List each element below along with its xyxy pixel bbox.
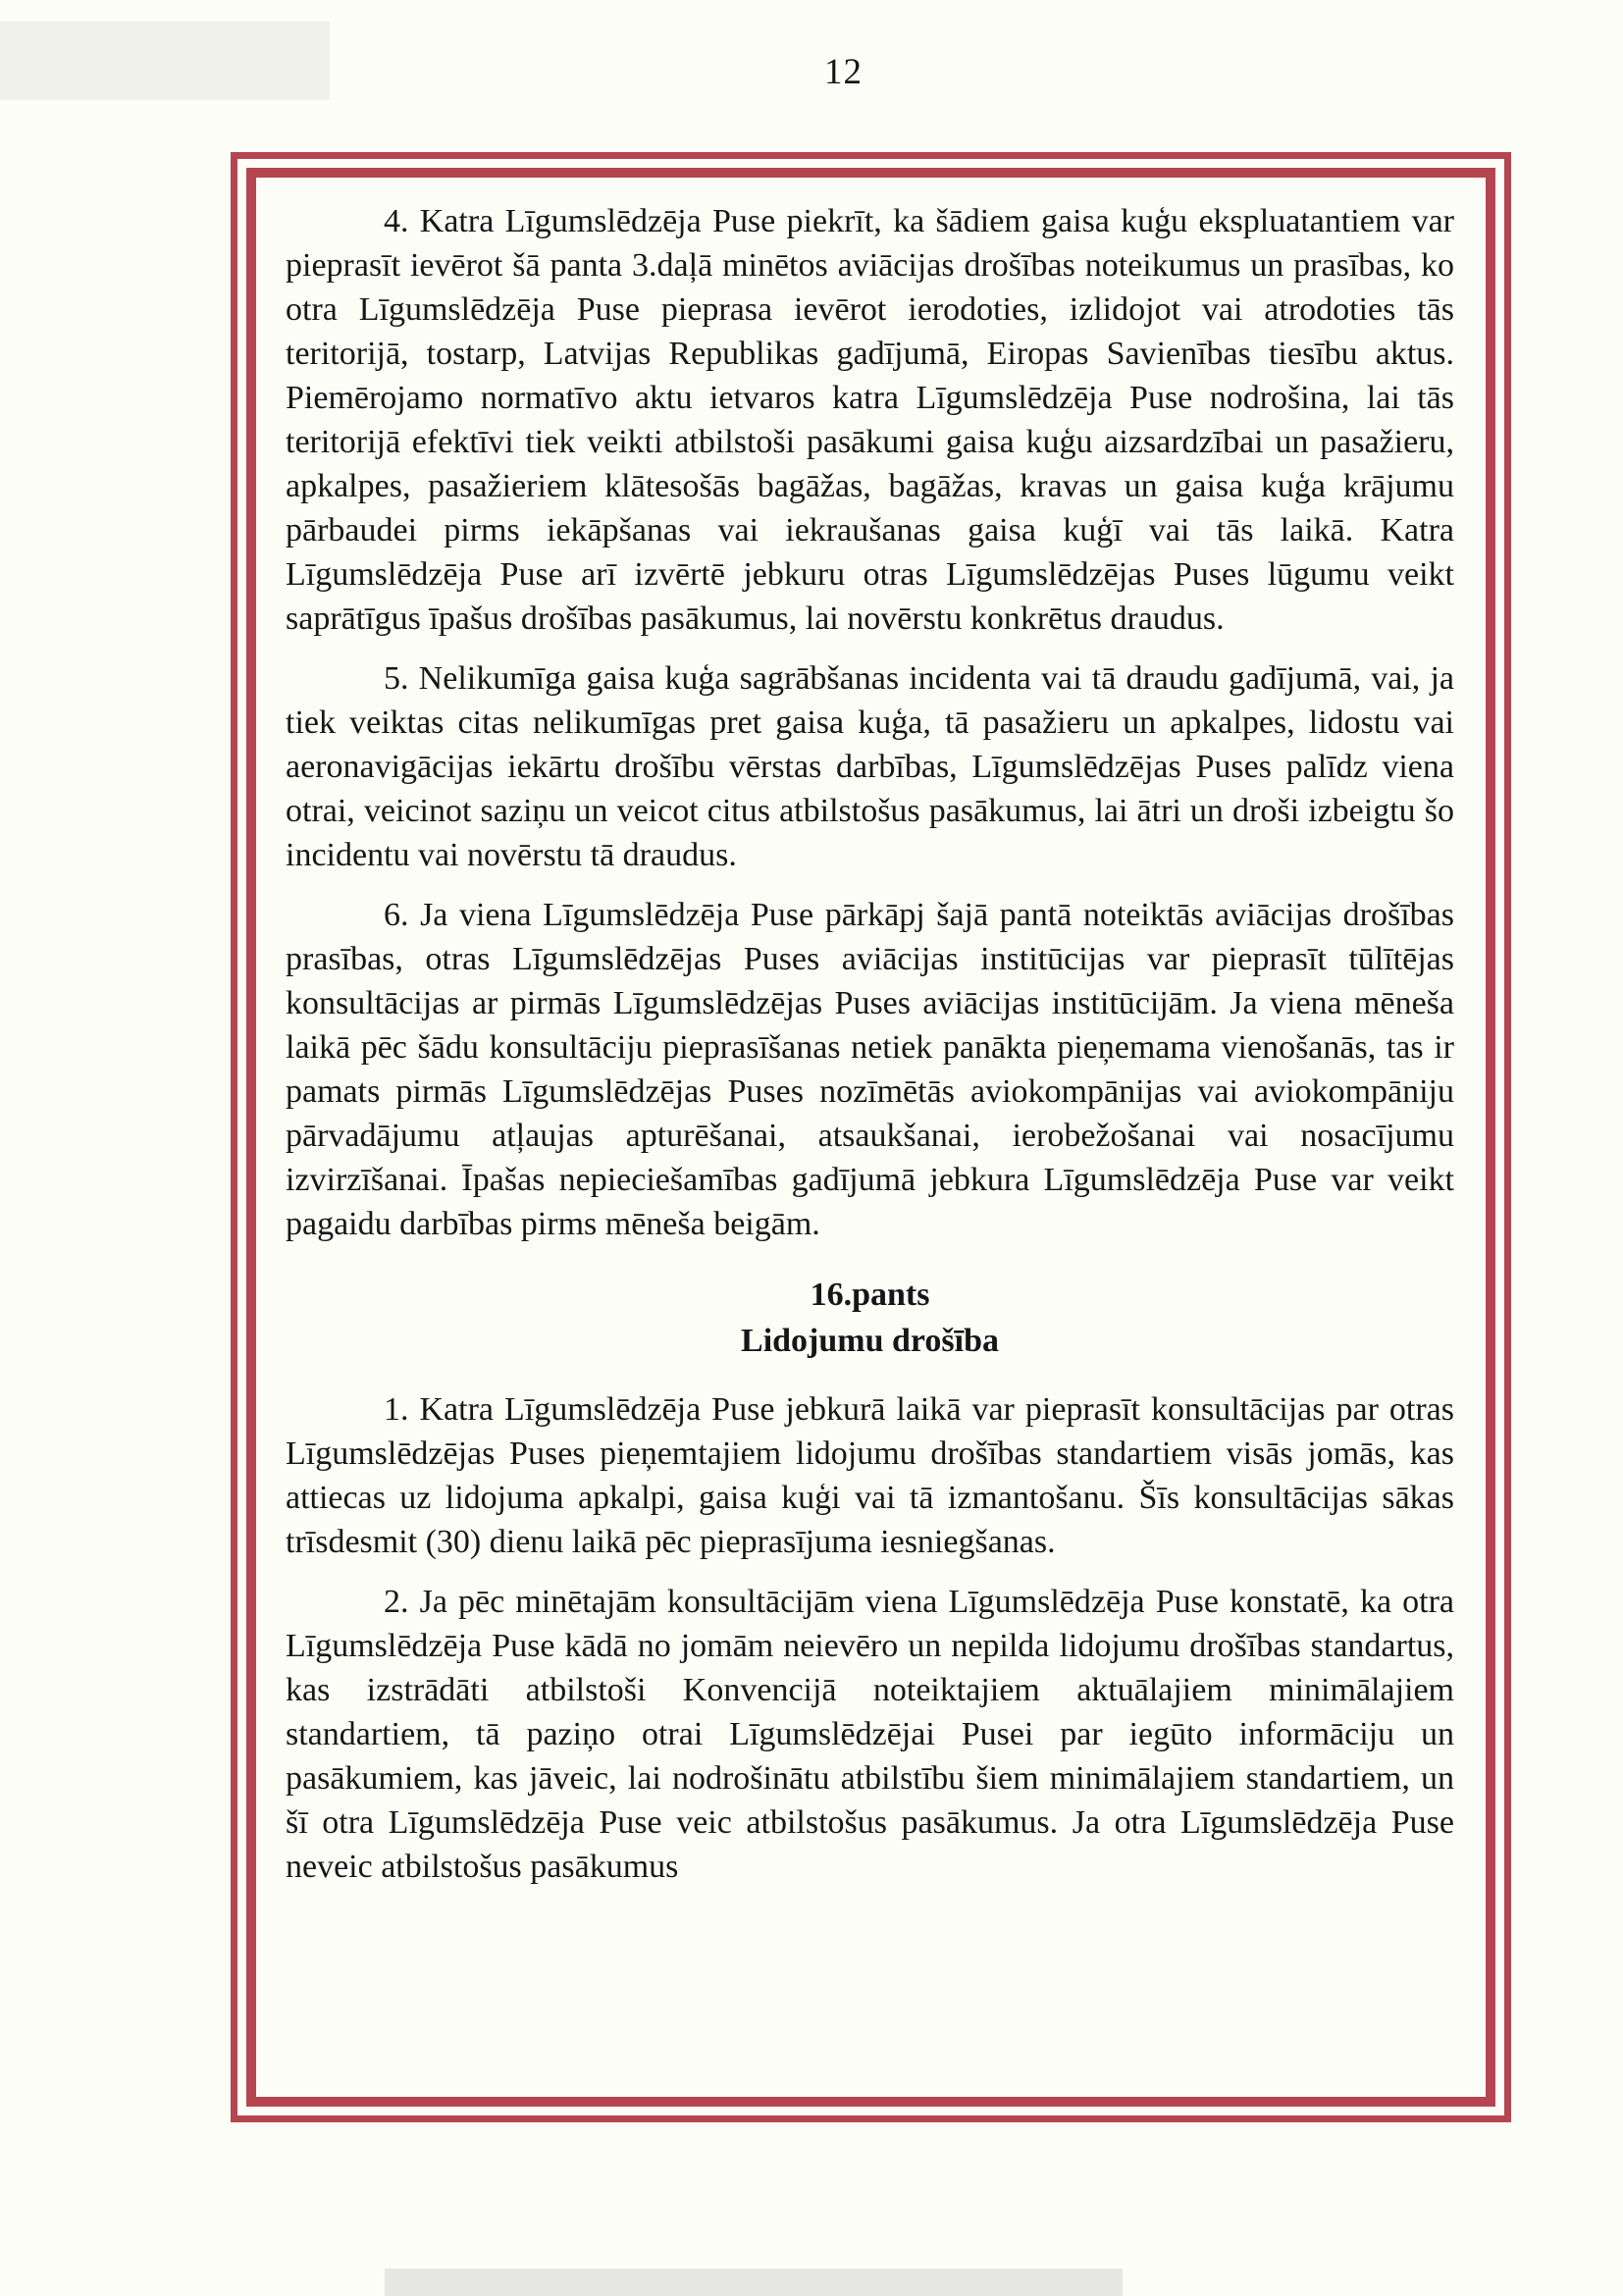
paragraph-1: 1. Katra Līgumslēdzēja Puse jebkurā laikā var pieprasīt konsultācijas par otras Līgumslēdzējas Puses pieņemtajiem lidojumu drošības standartiem visās jomās, kas attiecas uz lidojuma apkalpi, gaisa kuģi vai tā izmantošanu. Šīs konsultācijas sākas trīsdesmit (30) dienu laikā pēc pieprasījuma iesniegšanas. — [286, 1391, 1454, 1560]
article-title: Lidojumu drošība — [741, 1323, 999, 1359]
document-frame-inner-border — [246, 168, 1495, 2107]
paragraph-5: 5. Nelikumīga gaisa kuģa sagrābšanas incidenta vai tā draudu gadījumā, vai, ja tiek veiktas citas nelikumīgas pret gaisa kuģa, tā pasažieru un apkalpes, lidostu vai aeronavigācijas iekārtu drošību vērstas darbības, Līgumslēdzējas Puses palīdz viena otrai, veicinot saziņu un veicot citus atbilstošus pasākumus, lai ātri un droši izbeigtu šo incidentu vai novērstu tā draudus. — [286, 660, 1454, 873]
article-heading — [286, 1272, 1454, 1364]
paragraph-6: 6. Ja viena Līgumslēdzēja Puse pārkāpj šajā pantā noteiktās aviācijas drošības prasības, otras Līgumslēdzējas Puses aviācijas institūcijas var pieprasīt tūlītējas konsultācijas ar pirmās Līgumslēdzējas Puses aviācijas institūcijām. Ja viena mēneša laikā pēc šādu konsultāciju pieprasīšanas netiek panākta pieņemama vienošanās, tas ir pamats pirmās Līgumslēdzējas Puses nozīmētās aviokompānijas vai aviokompāniju pārvadājumu atļaujas apturēšanai, atsaukšanai, ierobežošanai vai nosacījumu izvirzīšanai. Īpašas nepieciešamības gadījumā jebkura Līgumslēdzēja Puse var veikt pagaidu darbības pirms mēneša beigām. — [286, 897, 1454, 1242]
paragraph-4: 4. Katra Līgumslēdzēja Puse piekrīt, ka šādiem gaisa kuģu ekspluatantiem var pieprasīt ievērot šā panta 3.daļā minētos aviācijas drošības noteikumus un prasības, ko otra Līgumslēdzēja Puse pieprasa ievērot ierodoties, izlidojot vai atrodoties tās teritorijā, tostarp, Latvijas Republikas gadījumā, Eiropas Savienības tiesību aktus. Piemērojamo normatīvo aktu ietvaros katra Līgumslēdzēja Puse nodrošina, lai tās teritorijā efektīvi tiek veikti atbilstoši pasākumi gaisa kuģu aizsardzībai un pasažieru, apkalpes, pasažieriem klātesošās bagāžas, bagāžas, kravas un gaisa kuģa krājumu pārbaudei pirms iekāpšanas vai iekraušanas gaisa kuģī vai tās laikā. Katra Līgumslēdzēja Puse arī izvērtē jebkuru otras Līgumslēdzējas Puses lūgumu veikt saprātīgus īpašus drošības pasākumus, lai novērstu konkrētus draudus. — [286, 203, 1454, 637]
paragraph-2: 2. Ja pēc minētajām konsultācijām viena Līgumslēdzēja Puse konstatē, ka otra Līgumslēdzēja Puse kādā no jomām neievēro un nepilda lidojumu drošības standartus, kas izstrādāti atbilstoši Konvencijā noteiktajiem aktuālajiem minimālajiem standartiem, tā paziņo otrai Līgumslēdzējai Pusei par iegūto informāciju un pasākumiem, kas jāveic, lai nodrošinātu atbilstību šiem minimālajiem standartiem, un šī otra Līgumslēdzēja Puse veic atbilstošus pasākumus. Ja otra Līgumslēdzēja Puse neveic atbilstošus pasākumus — [286, 1584, 1454, 1885]
scan-artifact-top-left — [0, 22, 330, 100]
document-text-block — [286, 199, 1454, 2083]
scan-artifact-bottom — [385, 2269, 1123, 2296]
article-number: 16.pants — [810, 1277, 930, 1313]
page-number: 12 — [824, 52, 863, 92]
document-frame-outer-border — [231, 152, 1511, 2122]
